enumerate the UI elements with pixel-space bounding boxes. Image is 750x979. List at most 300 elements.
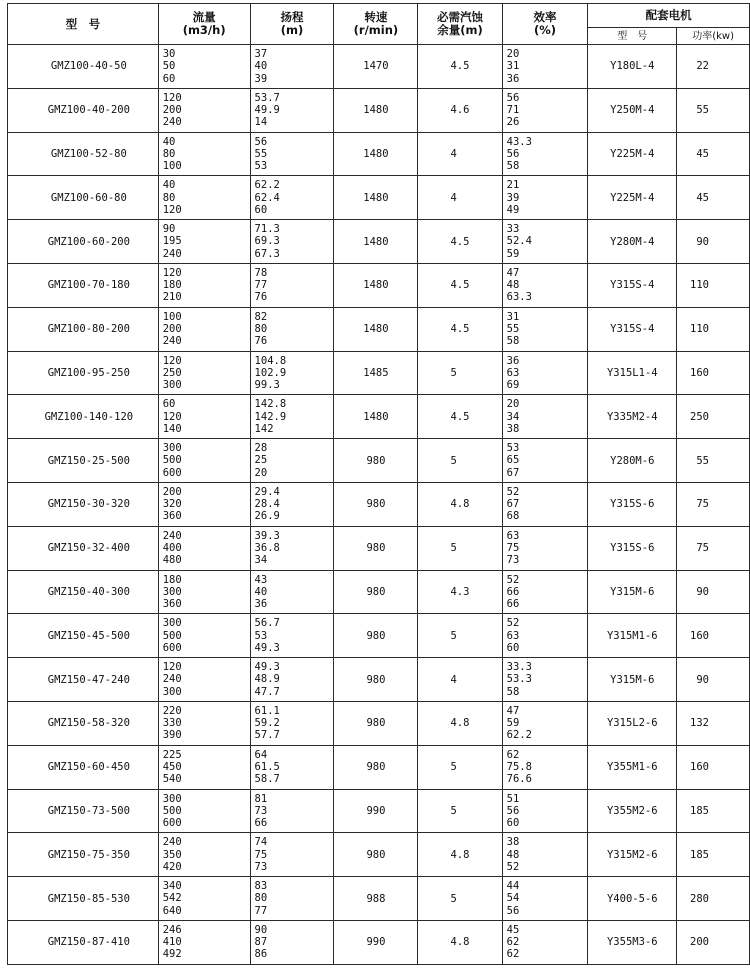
cell-speed: 980: [334, 570, 418, 614]
cell-speed: 1480: [334, 132, 418, 176]
cell-flow-value: 540: [162, 773, 182, 786]
cell-head: [250, 570, 334, 614]
cell-efficiency: [502, 920, 588, 964]
cell-speed: 980: [334, 658, 418, 702]
cell-efficiency-value: 68: [506, 510, 520, 523]
cell-head: [250, 482, 334, 526]
cell-head-value: 90: [254, 924, 268, 937]
cell-efficiency-value: 38: [506, 422, 520, 435]
cell-head-value: 80: [254, 892, 268, 905]
cell-motor-model: Y315M1-6: [588, 614, 677, 658]
cell-efficiency-value: 43.3: [506, 135, 532, 148]
cell-flow: [158, 176, 250, 220]
cell-head: [250, 789, 334, 833]
cell-npsh: 5: [418, 351, 502, 395]
cell-flow-value: 90: [162, 223, 176, 236]
cell-head: [250, 351, 334, 395]
cell-motor-model: Y315L1-4: [588, 351, 677, 395]
cell-flow-value: 480: [162, 554, 182, 567]
cell-model: GMZ150-60-450: [8, 745, 159, 789]
cell-npsh: 4.8: [418, 920, 502, 964]
cell-flow: [158, 351, 250, 395]
cell-flow-value: 180: [162, 279, 182, 292]
pump-spec-table: [7, 3, 750, 965]
table-row: [8, 176, 750, 220]
cell-flow: [158, 307, 250, 351]
cell-flow-value: 240: [162, 836, 182, 849]
cell-efficiency: [502, 88, 588, 132]
cell-efficiency-value: 56: [506, 904, 520, 917]
cell-efficiency: [502, 439, 588, 483]
cell-speed: 980: [334, 833, 418, 877]
header-motor-power: 功率(kw): [677, 28, 750, 45]
cell-head: [250, 220, 334, 264]
cell-head-value: 142: [254, 422, 274, 435]
cell-flow: [158, 658, 250, 702]
cell-efficiency: [502, 877, 588, 921]
table-row: [8, 526, 750, 570]
table-row: [8, 395, 750, 439]
cell-efficiency: [502, 263, 588, 307]
cell-npsh: 4.6: [418, 88, 502, 132]
cell-flow-value: 340: [162, 880, 182, 893]
cell-flow-value: 640: [162, 904, 182, 917]
cell-flow-value: 225: [162, 748, 182, 761]
cell-head-value: 20: [254, 466, 268, 479]
cell-flow-value: 240: [162, 116, 182, 129]
cell-flow-value: 500: [162, 629, 182, 642]
cell-head-value: 61.1: [254, 705, 280, 718]
cell-efficiency-value: 21: [506, 179, 520, 192]
cell-flow-value: 240: [162, 673, 182, 686]
cell-efficiency-value: 71: [506, 104, 520, 117]
cell-head-value: 75: [254, 848, 268, 861]
cell-motor-power: 185: [677, 833, 750, 877]
table-row: [8, 220, 750, 264]
cell-motor-model: Y315S-6: [588, 526, 677, 570]
cell-flow-value: 200: [162, 323, 182, 336]
cell-flow-value: 350: [162, 848, 182, 861]
cell-efficiency-value: 31: [506, 310, 520, 323]
cell-model: GMZ150-75-350: [8, 833, 159, 877]
cell-efficiency-value: 63.3: [506, 291, 532, 304]
cell-efficiency-value: 63: [506, 529, 520, 542]
cell-head-value: 14: [254, 116, 268, 129]
cell-efficiency-value: 26: [506, 116, 520, 129]
cell-speed: 1480: [334, 395, 418, 439]
cell-speed: 980: [334, 701, 418, 745]
cell-efficiency: [502, 701, 588, 745]
cell-efficiency-value: 48: [506, 279, 520, 292]
table-row: [8, 263, 750, 307]
cell-flow-value: 250: [162, 366, 182, 379]
cell-efficiency: [502, 45, 588, 89]
cell-flow: [158, 877, 250, 921]
header-npsh: 必需汽蚀 余量(m): [418, 4, 502, 45]
cell-flow: [158, 132, 250, 176]
cell-motor-power: 132: [677, 701, 750, 745]
cell-efficiency: [502, 570, 588, 614]
cell-npsh: 5: [418, 614, 502, 658]
cell-flow-value: 100: [162, 310, 182, 323]
cell-head-value: 56.7: [254, 617, 280, 630]
cell-motor-power: 280: [677, 877, 750, 921]
cell-efficiency: [502, 745, 588, 789]
cell-npsh: 5: [418, 526, 502, 570]
cell-flow-value: 320: [162, 498, 182, 511]
cell-flow-value: 410: [162, 936, 182, 949]
cell-npsh: 4: [418, 132, 502, 176]
cell-efficiency-value: 69: [506, 379, 520, 392]
header-motor: 配套电机: [588, 4, 750, 28]
cell-motor-model: Y315S-4: [588, 263, 677, 307]
cell-efficiency-value: 36: [506, 72, 520, 85]
cell-efficiency-value: 62: [506, 948, 520, 961]
cell-flow: [158, 395, 250, 439]
cell-motor-model: Y400-5-6: [588, 877, 677, 921]
cell-efficiency-value: 58: [506, 685, 520, 698]
cell-npsh: 4.8: [418, 833, 502, 877]
cell-motor-power: 160: [677, 351, 750, 395]
cell-motor-power: 75: [677, 526, 750, 570]
cell-head-value: 71.3: [254, 223, 280, 236]
cell-efficiency-value: 38: [506, 836, 520, 849]
cell-head-value: 36: [254, 598, 268, 611]
cell-model: GMZ100-70-180: [8, 263, 159, 307]
cell-motor-model: Y315S-4: [588, 307, 677, 351]
cell-head-value: 37: [254, 48, 268, 61]
cell-flow-value: 300: [162, 792, 182, 805]
cell-head-value: 102.9: [254, 366, 287, 379]
cell-motor-model: Y225M-4: [588, 176, 677, 220]
cell-efficiency-value: 56: [506, 91, 520, 104]
cell-head-value: 53: [254, 160, 268, 173]
cell-flow-value: 195: [162, 235, 182, 248]
cell-head-value: 62.4: [254, 191, 280, 204]
cell-head: [250, 45, 334, 89]
cell-head-value: 62.2: [254, 179, 280, 192]
cell-speed: 1480: [334, 88, 418, 132]
cell-npsh: 4: [418, 176, 502, 220]
cell-head-value: 40: [254, 585, 268, 598]
cell-motor-power: 110: [677, 263, 750, 307]
cell-npsh: 4.5: [418, 395, 502, 439]
cell-flow-value: 200: [162, 486, 182, 499]
cell-head-value: 87: [254, 936, 268, 949]
cell-flow: [158, 614, 250, 658]
table-row: [8, 570, 750, 614]
header-flow: 流量 (m3/h): [158, 4, 250, 45]
cell-head-value: 77: [254, 279, 268, 292]
cell-npsh: 4.8: [418, 482, 502, 526]
cell-head-value: 59.2: [254, 717, 280, 730]
cell-flow: [158, 526, 250, 570]
cell-head: [250, 658, 334, 702]
cell-head: [250, 176, 334, 220]
cell-efficiency-value: 56: [506, 147, 520, 160]
cell-flow-value: 100: [162, 160, 182, 173]
cell-efficiency: [502, 220, 588, 264]
cell-speed: 990: [334, 789, 418, 833]
cell-efficiency-value: 53.3: [506, 673, 532, 686]
cell-flow: [158, 263, 250, 307]
cell-flow: [158, 439, 250, 483]
cell-efficiency: [502, 351, 588, 395]
cell-flow-value: 600: [162, 817, 182, 830]
cell-head: [250, 263, 334, 307]
cell-efficiency-value: 33.3: [506, 661, 532, 674]
cell-flow-value: 450: [162, 761, 182, 774]
cell-head-value: 67.3: [254, 247, 280, 260]
cell-motor-power: 45: [677, 176, 750, 220]
cell-efficiency-value: 54: [506, 892, 520, 905]
cell-efficiency-value: 55: [506, 323, 520, 336]
table-row: [8, 439, 750, 483]
header-efficiency: 效率 (%): [502, 4, 588, 45]
cell-head-value: 49.9: [254, 104, 280, 117]
cell-motor-model: Y250M-4: [588, 88, 677, 132]
cell-efficiency-value: 62: [506, 748, 520, 761]
cell-head-value: 58.7: [254, 773, 280, 786]
cell-efficiency-value: 31: [506, 60, 520, 73]
cell-flow-value: 542: [162, 892, 182, 905]
table-row: [8, 833, 750, 877]
cell-flow-value: 220: [162, 705, 182, 718]
cell-npsh: 5: [418, 877, 502, 921]
cell-efficiency-value: 47: [506, 705, 520, 718]
cell-flow-value: 120: [162, 661, 182, 674]
cell-npsh: 5: [418, 745, 502, 789]
cell-efficiency-value: 56: [506, 804, 520, 817]
cell-head-value: 53: [254, 629, 268, 642]
cell-head-value: 53.7: [254, 91, 280, 104]
cell-head: [250, 877, 334, 921]
cell-motor-power: 160: [677, 745, 750, 789]
cell-flow: [158, 745, 250, 789]
cell-flow: [158, 482, 250, 526]
cell-motor-power: 200: [677, 920, 750, 964]
cell-head-value: 81: [254, 792, 268, 805]
cell-efficiency-value: 58: [506, 160, 520, 173]
cell-motor-model: Y355M2-6: [588, 789, 677, 833]
table-row: [8, 482, 750, 526]
cell-motor-model: Y315M-6: [588, 658, 677, 702]
cell-motor-model: Y315M2-6: [588, 833, 677, 877]
cell-flow-value: 420: [162, 860, 182, 873]
table-row: [8, 701, 750, 745]
cell-flow: [158, 45, 250, 89]
cell-efficiency-value: 39: [506, 191, 520, 204]
cell-head-value: 99.3: [254, 379, 280, 392]
cell-efficiency-value: 62: [506, 936, 520, 949]
cell-head: [250, 395, 334, 439]
cell-model: GMZ150-32-400: [8, 526, 159, 570]
cell-head: [250, 132, 334, 176]
table-row: [8, 614, 750, 658]
cell-speed: 1485: [334, 351, 418, 395]
cell-speed: 1480: [334, 220, 418, 264]
cell-flow-value: 360: [162, 510, 182, 523]
cell-head-value: 80: [254, 323, 268, 336]
cell-flow-value: 120: [162, 91, 182, 104]
cell-efficiency-value: 67: [506, 498, 520, 511]
cell-speed: 1470: [334, 45, 418, 89]
cell-model: GMZ100-52-80: [8, 132, 159, 176]
cell-head-value: 86: [254, 948, 268, 961]
cell-head-value: 39: [254, 72, 268, 85]
cell-head-value: 26.9: [254, 510, 280, 523]
cell-head-value: 60: [254, 203, 268, 216]
cell-head-value: 82: [254, 310, 268, 323]
cell-flow-value: 300: [162, 585, 182, 598]
cell-head-value: 76: [254, 335, 268, 348]
table-row: [8, 351, 750, 395]
cell-motor-model: Y355M3-6: [588, 920, 677, 964]
cell-model: GMZ150-25-500: [8, 439, 159, 483]
cell-flow: [158, 701, 250, 745]
cell-flow-value: 600: [162, 466, 182, 479]
cell-motor-power: 90: [677, 570, 750, 614]
cell-head-value: 56: [254, 135, 268, 148]
cell-efficiency-value: 53: [506, 442, 520, 455]
cell-motor-model: Y180L-4: [588, 45, 677, 89]
cell-efficiency: [502, 526, 588, 570]
cell-npsh: 4.5: [418, 45, 502, 89]
cell-flow-value: 600: [162, 641, 182, 654]
cell-npsh: 4.5: [418, 263, 502, 307]
cell-head-value: 29.4: [254, 486, 280, 499]
cell-head: [250, 439, 334, 483]
cell-model: GMZ150-30-320: [8, 482, 159, 526]
cell-head-value: 55: [254, 147, 268, 160]
cell-motor-model: Y335M2-4: [588, 395, 677, 439]
cell-efficiency-value: 66: [506, 598, 520, 611]
cell-speed: 980: [334, 482, 418, 526]
cell-efficiency-value: 49: [506, 203, 520, 216]
cell-efficiency-value: 48: [506, 848, 520, 861]
cell-motor-power: 160: [677, 614, 750, 658]
cell-head: [250, 88, 334, 132]
cell-speed: 980: [334, 526, 418, 570]
cell-efficiency-value: 52: [506, 617, 520, 630]
cell-npsh: 4: [418, 658, 502, 702]
cell-efficiency-value: 59: [506, 247, 520, 260]
cell-head: [250, 614, 334, 658]
cell-head: [250, 701, 334, 745]
cell-head-value: 104.8: [254, 354, 287, 367]
cell-flow-value: 50: [162, 60, 176, 73]
cell-head: [250, 526, 334, 570]
cell-npsh: 4.8: [418, 701, 502, 745]
cell-efficiency-value: 33: [506, 223, 520, 236]
cell-flow-value: 60: [162, 72, 176, 85]
cell-head-value: 64: [254, 748, 268, 761]
cell-efficiency-value: 75.8: [506, 761, 532, 774]
cell-head-value: 74: [254, 836, 268, 849]
cell-head-value: 73: [254, 860, 268, 873]
cell-head-value: 73: [254, 804, 268, 817]
cell-head: [250, 833, 334, 877]
cell-head-value: 34: [254, 554, 268, 567]
cell-efficiency-value: 63: [506, 629, 520, 642]
cell-npsh: 4.3: [418, 570, 502, 614]
cell-npsh: 5: [418, 439, 502, 483]
cell-efficiency-value: 52: [506, 573, 520, 586]
cell-efficiency-value: 36: [506, 354, 520, 367]
cell-flow-value: 80: [162, 147, 176, 160]
cell-efficiency-value: 73: [506, 554, 520, 567]
cell-motor-model: Y280M-4: [588, 220, 677, 264]
cell-model: GMZ100-40-50: [8, 45, 159, 89]
cell-head-value: 69.3: [254, 235, 280, 248]
table-row: [8, 920, 750, 964]
cell-motor-model: Y315S-6: [588, 482, 677, 526]
cell-motor-power: 22: [677, 45, 750, 89]
cell-flow-value: 40: [162, 179, 176, 192]
cell-efficiency: [502, 789, 588, 833]
cell-efficiency: [502, 614, 588, 658]
cell-efficiency-value: 58: [506, 335, 520, 348]
cell-flow-value: 330: [162, 717, 182, 730]
table-row: [8, 789, 750, 833]
cell-npsh: 4.5: [418, 220, 502, 264]
cell-head-value: 83: [254, 880, 268, 893]
cell-flow-value: 200: [162, 104, 182, 117]
header-head: 扬程 (m): [250, 4, 334, 45]
cell-model: GMZ100-80-200: [8, 307, 159, 351]
cell-flow: [158, 789, 250, 833]
cell-head-value: 57.7: [254, 729, 280, 742]
cell-head-value: 40: [254, 60, 268, 73]
cell-efficiency-value: 60: [506, 641, 520, 654]
cell-motor-power: 45: [677, 132, 750, 176]
cell-head-value: 78: [254, 267, 268, 280]
cell-model: GMZ100-40-200: [8, 88, 159, 132]
cell-efficiency-value: 63: [506, 366, 520, 379]
cell-motor-power: 90: [677, 658, 750, 702]
cell-flow-value: 120: [162, 203, 182, 216]
cell-model: GMZ150-58-320: [8, 701, 159, 745]
cell-flow-value: 60: [162, 398, 176, 411]
cell-head-value: 76: [254, 291, 268, 304]
cell-efficiency-value: 60: [506, 817, 520, 830]
cell-flow-value: 120: [162, 410, 182, 423]
cell-head-value: 61.5: [254, 761, 280, 774]
cell-efficiency-value: 67: [506, 466, 520, 479]
cell-head-value: 28.4: [254, 498, 280, 511]
cell-flow-value: 40: [162, 135, 176, 148]
cell-efficiency-value: 75: [506, 542, 520, 555]
cell-flow-value: 120: [162, 354, 182, 367]
cell-motor-model: Y315L2-6: [588, 701, 677, 745]
cell-flow: [158, 833, 250, 877]
cell-motor-model: Y280M-6: [588, 439, 677, 483]
cell-npsh: 5: [418, 789, 502, 833]
cell-motor-power: 55: [677, 88, 750, 132]
header-motor-model: 型 号: [588, 28, 677, 45]
table-row: [8, 658, 750, 702]
cell-head-value: 48.9: [254, 673, 280, 686]
cell-efficiency: [502, 307, 588, 351]
cell-speed: 988: [334, 877, 418, 921]
cell-flow-value: 492: [162, 948, 182, 961]
cell-model: GMZ150-47-240: [8, 658, 159, 702]
cell-speed: 980: [334, 745, 418, 789]
cell-efficiency-value: 52: [506, 486, 520, 499]
cell-efficiency-value: 20: [506, 398, 520, 411]
cell-model: GMZ100-140-120: [8, 395, 159, 439]
cell-motor-power: 185: [677, 789, 750, 833]
